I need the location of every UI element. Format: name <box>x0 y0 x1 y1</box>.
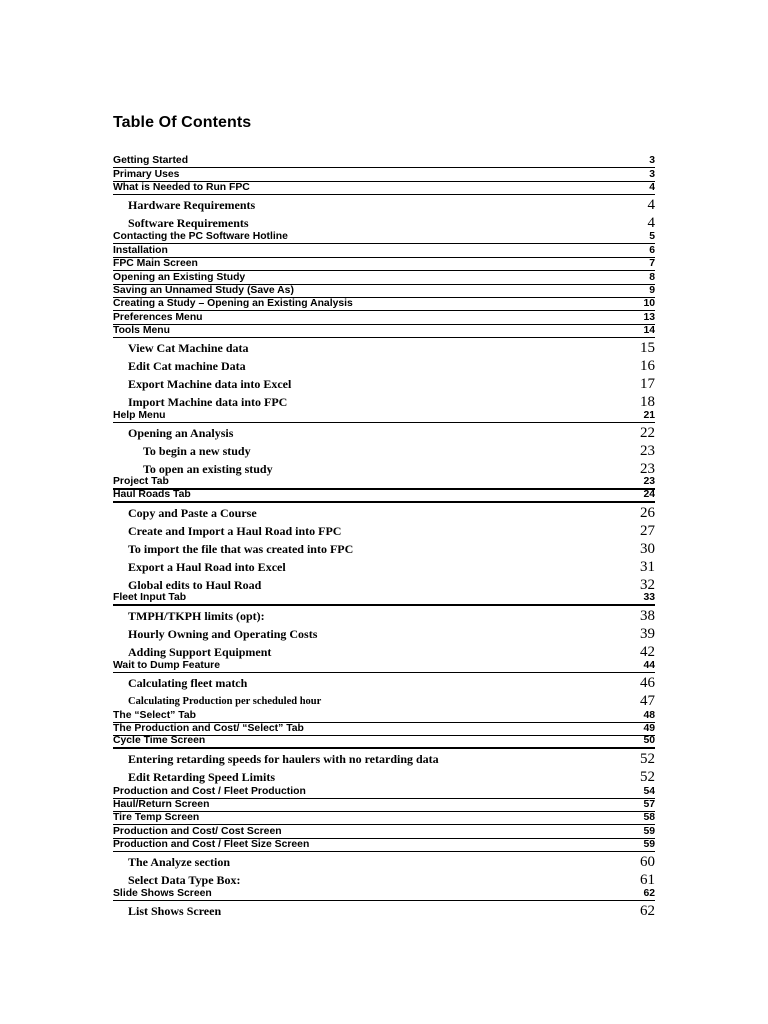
toc-entry[interactable] <box>113 785 655 798</box>
toc-entry-label: The Production and Cost/ “Select” Tab <box>113 722 304 734</box>
toc-entry-label: Haul/Return Screen <box>113 798 210 810</box>
toc-entry-label: Slide Shows Screen <box>113 888 212 900</box>
toc-entry[interactable] <box>113 356 655 374</box>
toc-entry-page-number: 30 <box>640 541 655 558</box>
toc-entry-label: Calculating fleet match <box>128 676 248 691</box>
toc-entry-label: FPC Main Screen <box>113 258 198 270</box>
toc-entry[interactable] <box>113 325 655 338</box>
toc-entry[interactable] <box>113 311 655 324</box>
toc-entry[interactable] <box>113 709 655 722</box>
toc-entry[interactable] <box>113 258 655 271</box>
toc-entry[interactable] <box>113 155 655 168</box>
toc-entry-label: Creating a Study – Opening an Existing Analysis <box>113 298 353 310</box>
toc-entry-label: Calculating Production per scheduled hour <box>128 696 322 708</box>
toc-entry-page-number: 59 <box>643 839 655 851</box>
toc-entry-label: Production and Cost/ Cost Screen <box>113 825 282 837</box>
toc-entry-label: Haul Roads Tab <box>113 489 191 501</box>
toc-entry[interactable] <box>113 410 655 423</box>
toc-entry[interactable] <box>113 799 655 812</box>
toc-entry-label: Tire Temp Screen <box>113 812 200 824</box>
toc-entry-page-number: 61 <box>640 871 655 888</box>
toc-entry[interactable] <box>113 575 655 593</box>
toc-entry-page-number: 15 <box>640 339 655 356</box>
toc-entry[interactable] <box>113 244 655 257</box>
toc-entry-label: Adding Support Equipment <box>128 645 272 659</box>
toc-entry-label: The Analyze section <box>128 854 230 869</box>
toc-entry-page-number: 8 <box>649 271 655 283</box>
toc-entry-label: Create and Import a Haul Road into FPC <box>128 524 342 539</box>
toc-entry[interactable] <box>113 852 655 870</box>
toc-entry-page-number: 39 <box>640 626 655 643</box>
toc-entry-label: Getting Started <box>113 155 189 167</box>
toc-entry-page-number: 23 <box>643 476 655 488</box>
toc-entry-page-number: 47 <box>640 693 655 710</box>
page-title: Table Of Contents <box>113 114 252 131</box>
toc-entry[interactable] <box>113 285 655 298</box>
toc-entry-page-number: 9 <box>649 284 655 296</box>
toc-entry[interactable] <box>113 374 655 392</box>
toc-entry-page-number: 13 <box>643 311 655 323</box>
toc-entry-page-number: 18 <box>640 393 655 410</box>
toc-entry-label: Software Requirements <box>128 215 249 230</box>
toc-entry[interactable] <box>113 723 655 736</box>
toc-entry-page-number: 26 <box>640 505 655 522</box>
toc-entry-page-number: 7 <box>649 258 655 270</box>
toc-entry-label: Export Machine data into Excel <box>128 376 292 391</box>
toc-entry[interactable] <box>113 168 655 181</box>
toc-entry-label: Cycle Time Screen <box>113 735 206 747</box>
toc-entry-label: Entering retarding speeds for haulers with no retarding data <box>128 752 439 767</box>
toc-entry-label: Saving an Unnamed Study (Save As) <box>113 284 294 296</box>
toc-entry-page-number: 52 <box>640 751 655 768</box>
toc-entry-page-number: 16 <box>640 357 655 374</box>
toc-entry-page-number: 32 <box>640 576 655 593</box>
toc-entry-label: TMPH/TKPH limits (opt): <box>128 609 265 624</box>
toc-entry[interactable] <box>113 557 655 575</box>
toc-entry-label: Production and Cost / Fleet Size Screen <box>113 839 310 851</box>
toc-entry[interactable] <box>113 182 655 195</box>
toc-entry[interactable] <box>113 749 655 767</box>
toc-entry-label: Edit Cat machine Data <box>128 358 246 373</box>
toc-entry-label: Project Tab <box>113 476 169 488</box>
toc-entry-label: Primary Uses <box>113 168 180 180</box>
toc-entry-label: Hourly Owning and Operating Costs <box>128 627 318 642</box>
toc-entry-page-number: 48 <box>643 709 655 721</box>
toc-entry-label: The “Select” Tab <box>113 709 196 721</box>
toc-entry-page-number: 22 <box>640 424 655 441</box>
toc-entry-page-number: 3 <box>649 155 655 167</box>
toc-entry-page-number: 10 <box>643 298 655 310</box>
toc-entry[interactable] <box>113 736 655 749</box>
toc-entry-label: Edit Retarding Speed Limits <box>128 770 276 785</box>
toc-entry-page-number: 44 <box>643 660 655 672</box>
toc-entry-page-number: 6 <box>649 244 655 256</box>
toc-entry-label: Tools Menu <box>113 325 170 337</box>
toc-entry[interactable] <box>113 870 655 888</box>
toc-entry[interactable] <box>113 338 655 356</box>
toc-entry-label: Opening an Analysis <box>128 425 234 440</box>
toc-entry[interactable] <box>113 213 655 231</box>
toc-entry-label: Contacting the PC Software Hotline <box>113 231 288 243</box>
toc-entry-label: Export a Haul Road into Excel <box>128 560 286 575</box>
toc-entry[interactable] <box>113 503 655 521</box>
toc-entry[interactable] <box>113 231 655 244</box>
toc-entry[interactable] <box>113 825 655 838</box>
toc-entry[interactable] <box>113 839 655 852</box>
toc-entry[interactable] <box>113 441 655 459</box>
toc-entry-label: View Cat Machine data <box>128 340 249 355</box>
toc-entry-label: Help Menu <box>113 410 166 422</box>
toc-entry-page-number: 5 <box>649 231 655 243</box>
toc-entry[interactable] <box>113 593 655 606</box>
toc-entry-page-number: 4 <box>649 182 655 194</box>
toc-entry-page-number: 58 <box>643 812 655 824</box>
toc-entry[interactable] <box>113 477 655 490</box>
toc-entry-label: To import the file that was created into FPC <box>128 542 354 557</box>
toc-entry[interactable] <box>113 521 655 539</box>
toc-entry[interactable] <box>113 392 655 410</box>
toc-entry-page-number: 59 <box>643 825 655 837</box>
toc-entry-page-number: 14 <box>643 325 655 337</box>
toc-entry[interactable] <box>113 490 655 503</box>
toc-entry-page-number: 60 <box>640 853 655 870</box>
toc-entry-page-number: 17 <box>640 375 655 392</box>
toc-entry[interactable] <box>113 195 655 213</box>
toc-entry-label: Installation <box>113 244 168 256</box>
toc-entry-page-number: 38 <box>640 608 655 625</box>
toc-entry[interactable] <box>113 673 655 691</box>
toc-entry-page-number: 52 <box>640 769 655 786</box>
toc-entry-page-number: 3 <box>649 168 655 180</box>
toc-entry-label: Select Data Type Box: <box>128 872 241 887</box>
toc-entry-page-number: 31 <box>640 559 655 576</box>
toc-entry[interactable] <box>113 812 655 825</box>
toc-entry-page-number: 33 <box>643 592 655 604</box>
toc-entry[interactable] <box>113 888 655 901</box>
toc-entry-page-number: 24 <box>643 489 655 501</box>
toc-entry[interactable] <box>113 901 655 919</box>
toc-entry-label: Preferences Menu <box>113 311 203 323</box>
toc-entry-page-number: 21 <box>643 410 655 422</box>
toc-entry-page-number: 4 <box>647 197 655 214</box>
toc-entry[interactable] <box>113 539 655 557</box>
toc-entry-page-number: 57 <box>643 798 655 810</box>
toc-entry-label: Fleet Input Tab <box>113 592 187 604</box>
toc-entry-label: Opening an Existing Study <box>113 271 246 283</box>
toc-entry-label: Hardware Requirements <box>128 198 256 213</box>
toc-entry-page-number: 23 <box>640 460 655 477</box>
toc-entry[interactable] <box>113 423 655 441</box>
toc-entry[interactable] <box>113 459 655 477</box>
toc-entry-page-number: 46 <box>640 675 655 692</box>
table-of-contents <box>113 155 655 919</box>
toc-entry[interactable] <box>113 660 655 673</box>
toc-entry-label: What is Needed to Run FPC <box>113 182 250 194</box>
toc-entry-page-number: 50 <box>643 735 655 747</box>
toc-entry-label: Production and Cost / Fleet Production <box>113 785 306 797</box>
toc-entry-page-number: 54 <box>643 785 655 797</box>
toc-entry-page-number: 27 <box>640 523 655 540</box>
toc-entry[interactable] <box>113 767 655 785</box>
toc-entry-label: Global edits to Haul Road <box>128 577 262 592</box>
toc-entry-label: Wait to Dump Feature <box>113 660 220 672</box>
toc-entry-page-number: 4 <box>647 214 655 231</box>
toc-entry-label: To begin a new study <box>143 443 251 458</box>
toc-entry-page-number: 49 <box>643 722 655 734</box>
toc-entry[interactable] <box>113 271 655 284</box>
toc-entry-page-number: 62 <box>640 903 655 920</box>
toc-entry-label: To open an existing study <box>143 461 273 476</box>
toc-entry[interactable] <box>113 298 655 311</box>
toc-entry-label: List Shows Screen <box>128 904 222 919</box>
toc-entry-label: Copy and Paste a Course <box>128 506 257 521</box>
toc-entry-page-number: 42 <box>640 644 655 660</box>
toc-entry-page-number: 23 <box>640 442 655 459</box>
toc-entry[interactable] <box>113 642 655 660</box>
toc-entry-page-number: 62 <box>643 888 655 900</box>
toc-entry[interactable] <box>113 606 655 624</box>
toc-entry[interactable] <box>113 691 655 709</box>
toc-entry[interactable] <box>113 624 655 642</box>
toc-entry-label: Import Machine data into FPC <box>128 394 288 409</box>
